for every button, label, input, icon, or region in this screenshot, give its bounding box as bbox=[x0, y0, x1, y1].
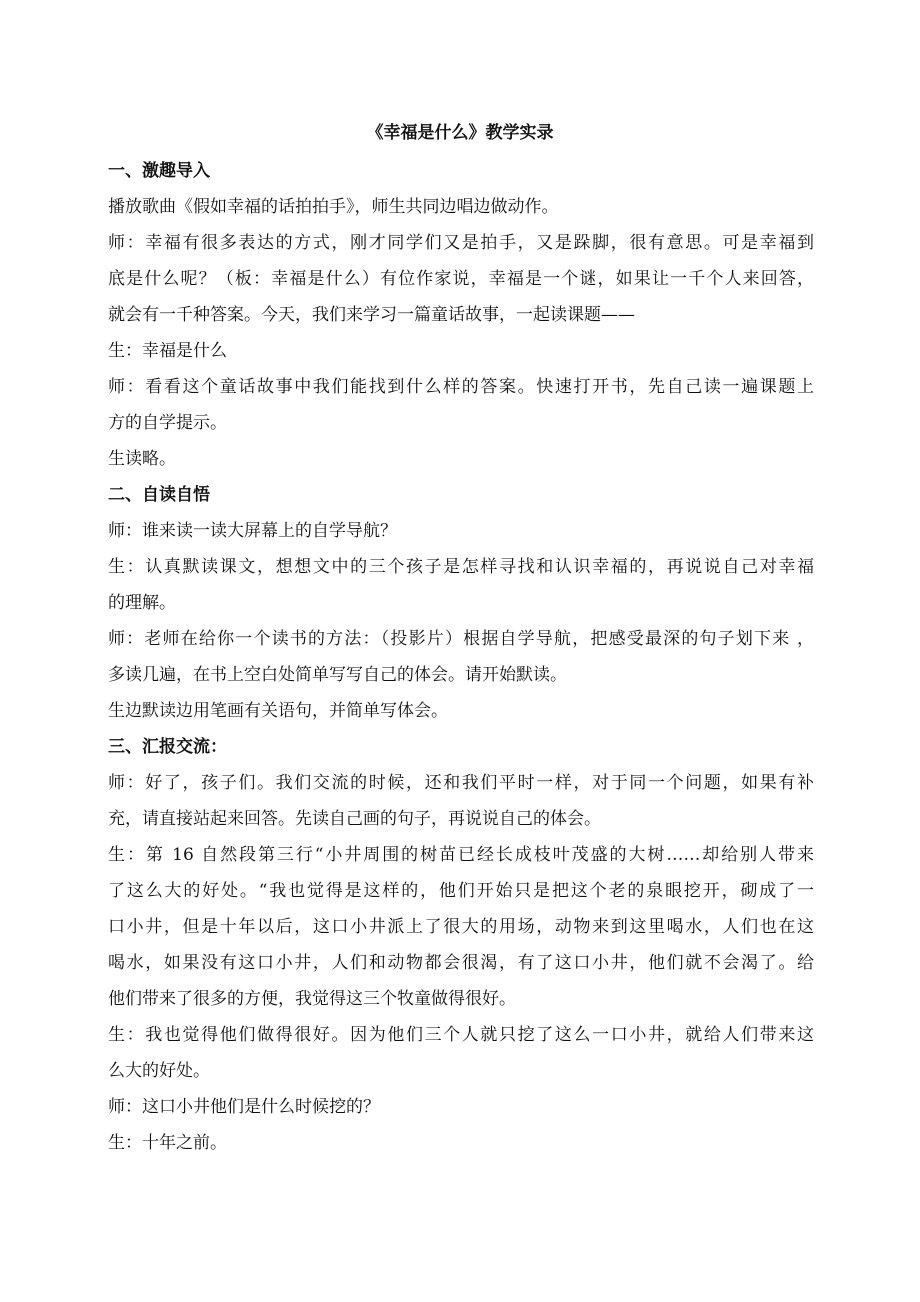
text-line: 么大的好处。 bbox=[108, 1061, 210, 1081]
text-line: 的理解。 bbox=[108, 593, 176, 613]
text-line: 生边默读边用笔画有关语句，并简单写体会。 bbox=[108, 701, 448, 721]
text-line: 生：幸福是什么 bbox=[108, 341, 227, 361]
text-line: 生：我也觉得他们做得很好。因为他们三个人就只挖了这么一口小井，就给人们带来这 bbox=[108, 1025, 814, 1045]
text-line: 多读几遍，在书上空白处简单写写自己的体会。请开始默读。 bbox=[108, 665, 567, 685]
text-line: 生：第 16 自然段第三行“小井周围的树苗已经长成枝叶茂盛的大树……却给别人带来 bbox=[108, 845, 814, 865]
text-line: 生：十年之前。 bbox=[108, 1133, 227, 1153]
text-line: 师：这口小井他们是什么时候挖的？ bbox=[108, 1097, 380, 1117]
text-line: 师：好了，孩子们。我们交流的时候，还和我们平时一样，对于同一个问题，如果有补 bbox=[108, 773, 814, 793]
section-heading: 二、自读自悟 bbox=[108, 485, 210, 505]
text-line: 口小井，但是十年以后，这口小井派上了很大的用场，动物来到这里喝水，人们也在这 bbox=[108, 917, 814, 937]
text-line: 他们带来了很多的方便，我觉得这三个牧童做得很好。 bbox=[108, 989, 516, 1009]
text-line: 喝水，如果没有这口小井，人们和动物都会很渴，有了这口小井，他们就不会渴了。给 bbox=[108, 953, 814, 973]
text-line: 生：认真默读课文，想想文中的三个孩子是怎样寻找和认识幸福的，再说说自己对幸福 bbox=[108, 557, 814, 577]
text-line: 了这么大的好处。“我也觉得是这样的，他们开始只是把这个老的泉眼挖开，砌成了一 bbox=[108, 881, 814, 901]
text-line: 师：老师在给你一个读书的方法：（投影片）根据自学导航，把感受最深的句子划下来 ， bbox=[108, 629, 814, 649]
section-heading: 一、激趣导入 bbox=[108, 161, 210, 181]
document-body bbox=[108, 153, 814, 1161]
text-line: 底是什么呢？（板：幸福是什么）有位作家说，幸福是一个谜，如果让一千个人来回答， bbox=[108, 269, 814, 289]
text-line: 播放歌曲《假如幸福的话拍拍手》，师生共同边唱边做动作。 bbox=[108, 197, 559, 217]
text-line: 师：看看这个童话故事中我们能找到什么样的答案。快速打开书，先自己读一遍课题上 bbox=[108, 377, 814, 397]
text-line: 师：幸福有很多表达的方式，刚才同学们又是拍手，又是跺脚，很有意思。可是幸福到 bbox=[108, 233, 814, 253]
document-title: 《幸福是什么》教学实录 bbox=[366, 123, 554, 143]
text-line: 就会有一千种答案。今天，我们来学习一篇童话故事，一起读课题—— bbox=[108, 305, 635, 325]
text-line: 充，请直接站起来回答。先读自己画的句子，再说说自己的体会。 bbox=[108, 809, 601, 829]
text-line: 生读略。 bbox=[108, 449, 176, 469]
text-line: 师：谁来读一读大屏幕上的自学导航？ bbox=[108, 521, 397, 541]
text-line: 方的自学提示。 bbox=[108, 413, 227, 433]
section-heading: 三、汇报交流： bbox=[108, 737, 227, 757]
